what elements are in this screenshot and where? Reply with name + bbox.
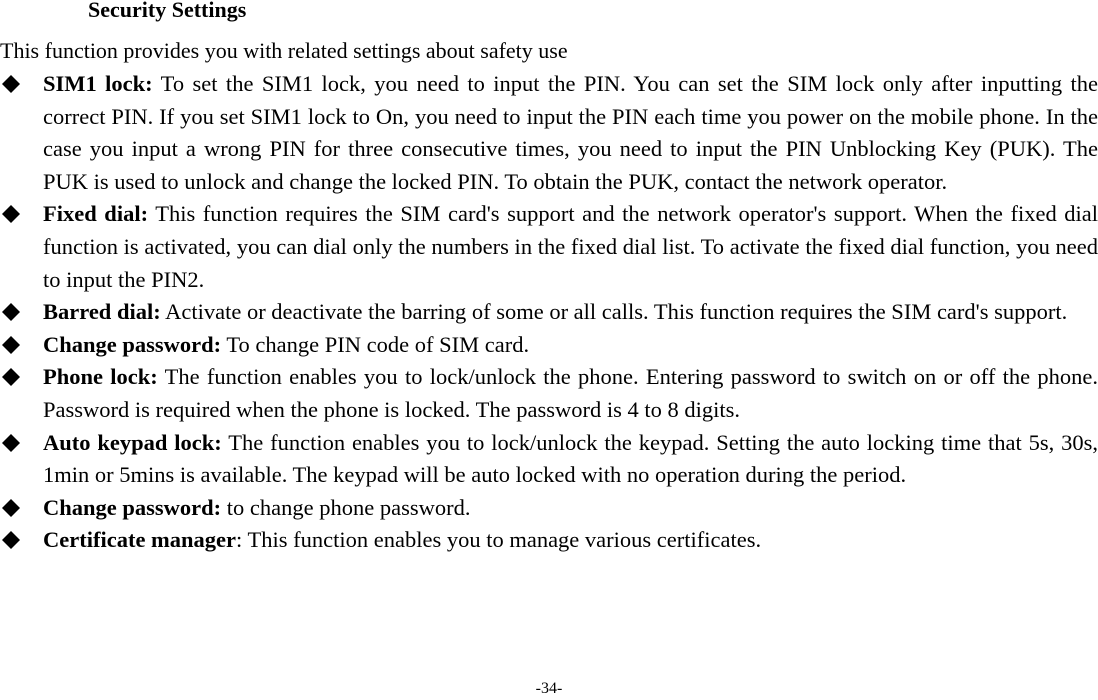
- list-item-fixed-dial: [0, 198, 1098, 296]
- list-item-label: Change password:: [43, 331, 222, 357]
- list-item-label: Certificate manager: [43, 527, 237, 553]
- intro-paragraph: This function provides you with related settings about safety use: [0, 38, 568, 63]
- diamond-bullet-icon: [1, 433, 21, 453]
- diamond-bullet-icon: [1, 302, 21, 322]
- list-item-label: Barred dial:: [43, 299, 161, 325]
- list-item-body: : This function enables you to manage various certificates.: [236, 527, 762, 553]
- list-item-certificate-manager: [0, 524, 1098, 557]
- list-item-body: To set the SIM1 lock, you need to input the PIN. You can set the SIM lock only after inputting the correct PIN. If you set SIM1 lock to On, you need to input the PIN each time you power on the mobile phone. In the case you input a wrong PIN for three consecutive times, you need to input the PIN Unblocking Key (PUK). The PUK is used to unlock and change the locked PIN. To obtain the PUK, contact the network operator.: [43, 71, 1098, 194]
- list-item-barred-dial: [0, 296, 1098, 329]
- list-item-text: [43, 524, 1098, 557]
- list-item-label: Change password:: [43, 494, 222, 520]
- settings-list: [0, 68, 1098, 557]
- list-item-label: Auto keypad lock:: [43, 429, 222, 455]
- list-item-text: [43, 68, 1098, 198]
- list-item-body: The function enables you to lock/unlock the keypad. Setting the auto locking time that 5s, 30s, 1min or 5mins is available. The keypad will be auto locked with no operation during the period.: [43, 429, 1098, 488]
- list-item-text: [43, 427, 1098, 492]
- list-item-phone-lock: [0, 361, 1098, 426]
- diamond-bullet-icon: [1, 367, 21, 387]
- list-item-body: The function enables you to lock/unlock the phone. Entering password to switch on or off the phone. Password is required when the phone is locked. The password is 4 to 8 digits.: [43, 364, 1098, 422]
- list-item-sim1-lock: [0, 68, 1098, 198]
- diamond-bullet-icon: [1, 530, 21, 550]
- list-item-text: [43, 198, 1098, 296]
- section-heading: Security Settings: [88, 0, 247, 22]
- list-item-auto-keypad-lock: [0, 427, 1098, 492]
- diamond-bullet-icon: [1, 74, 21, 94]
- list-item-text: [43, 492, 1098, 525]
- list-item-text: [43, 329, 1098, 362]
- list-item-body: to change phone password.: [221, 494, 471, 520]
- diamond-bullet-icon: [1, 498, 21, 518]
- list-item-text: [43, 361, 1098, 426]
- diamond-bullet-icon: [1, 204, 21, 224]
- list-item-label: Fixed dial:: [43, 201, 149, 227]
- list-item-text: [43, 296, 1098, 329]
- list-item-label: Phone lock:: [43, 364, 158, 390]
- list-item-label: SIM1 lock:: [43, 71, 153, 96]
- list-item-body: Activate or deactivate the barring of some or all calls. This function requires the SIM card's support.: [160, 299, 1068, 325]
- list-item-body: This function requires the SIM card's support and the network operator's support. When the fixed dial function is activated, you can dial only the numbers in the fixed dial list. To activate the fixed dial function, you need to input the PIN2.: [43, 201, 1098, 292]
- list-item-body: To change PIN code of SIM card.: [221, 331, 530, 357]
- diamond-bullet-icon: [1, 335, 21, 355]
- page-number: -34-: [535, 680, 563, 697]
- list-item-change-phone-password: [0, 492, 1098, 525]
- list-item-change-pin-password: [0, 329, 1098, 362]
